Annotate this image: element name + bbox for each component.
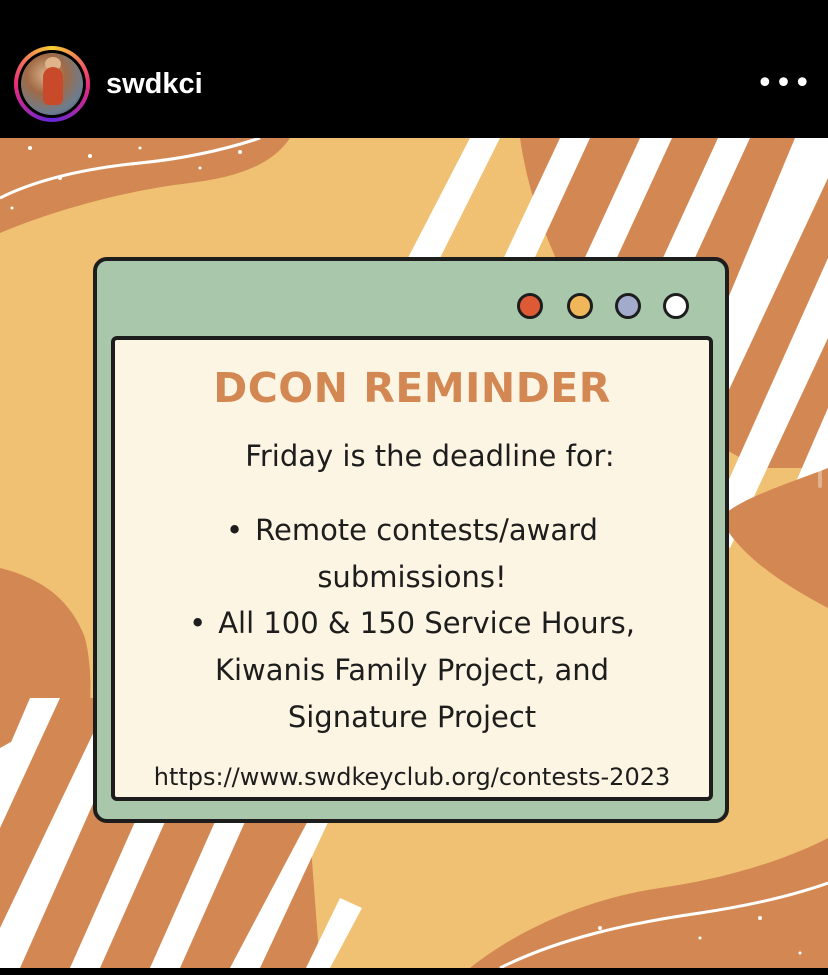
bullet-mark: • xyxy=(226,513,244,547)
contests-url-text: https://www.swdkeyclub.org/contests-2023 xyxy=(153,763,671,791)
bullet-line: Signature Project xyxy=(287,700,537,734)
bullet-line: Kiwanis Family Project, and xyxy=(214,653,610,687)
bullet-mark: • xyxy=(189,606,207,640)
more-horizontal-icon: ••• xyxy=(755,66,813,101)
window-dot-blue-icon xyxy=(615,293,641,319)
scroll-indicator xyxy=(818,436,822,488)
reminder-panel xyxy=(111,336,713,801)
avatar-photo xyxy=(21,53,83,115)
bullet-item-service-hours xyxy=(115,600,709,741)
more-options-button[interactable] xyxy=(756,66,812,102)
browser-window-card xyxy=(93,257,729,823)
avatar-frame xyxy=(18,50,86,118)
bullet-line: submissions! xyxy=(317,560,507,594)
reminder-lead: Friday is the deadline for: xyxy=(245,439,615,473)
wave-shape-top-left xyxy=(0,138,290,233)
post-header xyxy=(0,0,828,138)
bullet-text: Remote contests/award xyxy=(255,513,598,547)
bottom-divider xyxy=(0,968,828,975)
bullet-line xyxy=(115,600,709,647)
username-link[interactable]: swdkci xyxy=(106,68,203,100)
bullet-line xyxy=(115,507,709,554)
post-image[interactable] xyxy=(0,138,828,968)
window-dot-white-icon xyxy=(663,293,689,319)
avatar[interactable] xyxy=(14,46,90,122)
bullet-item-contests xyxy=(115,507,709,601)
bullet-text: All 100 & 150 Service Hours, xyxy=(218,606,635,640)
window-dot-red-icon xyxy=(517,293,543,319)
reminder-title: DCON REMINDER xyxy=(213,364,611,412)
wave-shape-bottom-right xyxy=(470,838,828,968)
avatar-figure-body xyxy=(43,67,63,105)
window-dot-yellow-icon xyxy=(567,293,593,319)
